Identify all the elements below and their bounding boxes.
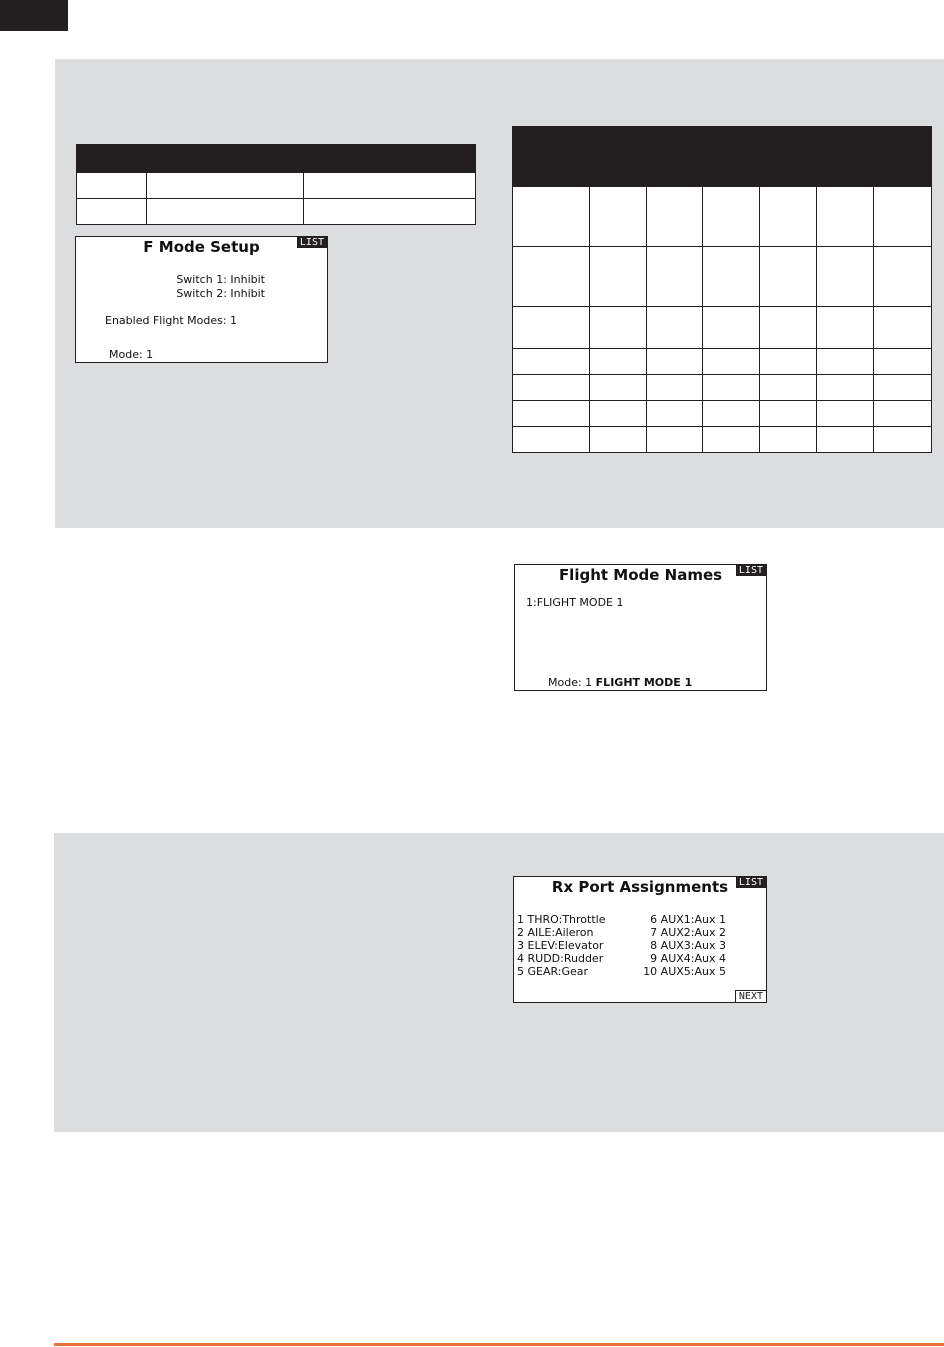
switch-table bbox=[76, 144, 476, 225]
port-row[interactable] bbox=[517, 939, 617, 952]
port-channel: 5 GEAR: bbox=[517, 965, 562, 978]
table-header-row bbox=[513, 127, 932, 187]
table-row bbox=[513, 187, 932, 247]
footer-rule bbox=[54, 1343, 944, 1346]
port-function: Aileron bbox=[555, 926, 594, 939]
port-function: Aux 1 bbox=[694, 913, 726, 926]
enabled-flight-modes: Enabled Flight Modes: 1 bbox=[105, 314, 238, 327]
port-channel: 1 THRO: bbox=[517, 913, 563, 926]
list-button[interactable]: LIST bbox=[297, 237, 327, 248]
port-channel: 4 RUDD: bbox=[517, 952, 564, 965]
port-row[interactable] bbox=[606, 926, 726, 939]
mode-readout bbox=[548, 676, 692, 689]
screen-title: Flight Mode Names bbox=[558, 566, 723, 584]
port-function: Aux 4 bbox=[694, 952, 726, 965]
port-function: Aux 5 bbox=[694, 965, 726, 978]
port-function: Throttle bbox=[562, 913, 606, 926]
port-row[interactable] bbox=[517, 965, 617, 978]
port-function: Rudder bbox=[563, 952, 604, 965]
port-row[interactable] bbox=[517, 926, 617, 939]
port-channel: 3 ELEV: bbox=[517, 939, 558, 952]
table-row bbox=[77, 199, 476, 225]
mode-name[interactable]: FLIGHT MODE 1 bbox=[595, 676, 693, 689]
port-list-left bbox=[517, 913, 617, 978]
table-row bbox=[513, 401, 932, 427]
port-function: Elevator bbox=[557, 939, 604, 952]
next-button[interactable]: NEXT bbox=[735, 990, 766, 1002]
table-header-row bbox=[77, 145, 476, 173]
f-mode-setup-screen bbox=[75, 236, 328, 363]
screen-title: Rx Port Assignments bbox=[551, 878, 729, 896]
port-row[interactable] bbox=[517, 913, 617, 926]
table-row bbox=[513, 375, 932, 401]
port-row[interactable] bbox=[606, 913, 726, 926]
port-channel: 8 AUX3: bbox=[650, 939, 695, 952]
port-function: Gear bbox=[561, 965, 589, 978]
port-row[interactable] bbox=[606, 939, 726, 952]
page-corner-tab bbox=[0, 0, 68, 31]
port-channel: 10 AUX5: bbox=[643, 965, 695, 978]
list-button[interactable]: LIST bbox=[736, 565, 766, 576]
switch2-status: Switch 2: Inhibit bbox=[176, 287, 265, 300]
flight-mode-table bbox=[512, 126, 932, 453]
mode-label: Mode: 1 bbox=[548, 676, 593, 689]
list-button[interactable]: LIST bbox=[736, 877, 766, 888]
port-function: Aux 3 bbox=[694, 939, 726, 952]
table-row bbox=[513, 349, 932, 375]
port-channel: 9 AUX4: bbox=[650, 952, 695, 965]
flight-mode-names-screen bbox=[514, 564, 767, 691]
table-row bbox=[513, 247, 932, 307]
info-panel-bottom bbox=[54, 833, 944, 1132]
switch1-status: Switch 1: Inhibit bbox=[176, 273, 265, 286]
port-channel: 2 AILE: bbox=[517, 926, 556, 939]
port-row[interactable] bbox=[606, 952, 726, 965]
port-row[interactable] bbox=[517, 952, 617, 965]
table-row bbox=[513, 307, 932, 349]
screen-title: F Mode Setup bbox=[143, 238, 260, 256]
port-channel: 6 AUX1: bbox=[650, 913, 695, 926]
port-function: Aux 2 bbox=[694, 926, 726, 939]
mode-readout: Mode: 1 bbox=[109, 348, 154, 361]
rx-port-assignments-screen bbox=[513, 876, 767, 1003]
port-channel: 7 AUX2: bbox=[650, 926, 695, 939]
port-list-right bbox=[606, 913, 726, 978]
table-row bbox=[77, 173, 476, 199]
flight-mode-entry[interactable]: 1:FLIGHT MODE 1 bbox=[526, 596, 624, 609]
table-row bbox=[513, 427, 932, 453]
port-row[interactable] bbox=[606, 965, 726, 978]
